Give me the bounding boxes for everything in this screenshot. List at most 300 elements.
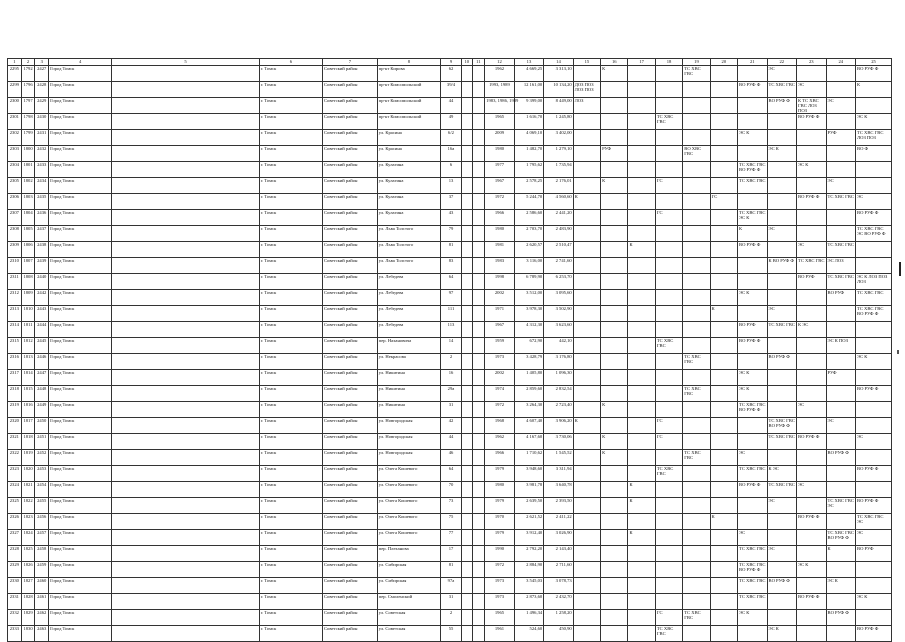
table-cell: [601, 482, 628, 498]
table-cell: 3 545,03: [514, 578, 544, 594]
table-cell: [797, 466, 827, 482]
table-cell: ВО РУФ Ф: [738, 482, 768, 498]
table-cell: [856, 258, 892, 274]
table-cell: [573, 594, 600, 610]
table-cell: Советский район: [322, 386, 377, 402]
header-cell: 9: [440, 59, 461, 66]
table-cell: ЭС К: [738, 386, 768, 402]
table-cell: [573, 274, 600, 290]
table-cell: 2 723,40: [544, 402, 574, 418]
table-cell: [628, 82, 655, 98]
header-cell: 24: [826, 59, 856, 66]
table-cell: [655, 274, 682, 290]
table-cell: ЭС: [797, 242, 827, 258]
table-cell: [112, 162, 260, 178]
table-cell: [601, 594, 628, 610]
table-cell: ТС ХВС ГВС: [826, 274, 856, 290]
table-cell: [856, 370, 892, 386]
table-cell: Советский район: [322, 274, 377, 290]
table-cell: [472, 82, 485, 98]
table-cell: ЭС: [797, 482, 827, 498]
table-cell: [738, 114, 768, 130]
header-cell: 3: [35, 59, 49, 66]
table-cell: [767, 370, 797, 386]
table-cell: 2 620,57: [514, 242, 544, 258]
table-cell: [573, 498, 600, 514]
table-cell: [573, 338, 600, 354]
table-cell: [472, 194, 485, 210]
table-cell: 3 402,00: [544, 130, 574, 146]
table-cell: г. Томск: [259, 386, 322, 402]
table-cell: ул. Никитина: [377, 402, 440, 418]
table-cell: [767, 386, 797, 402]
table-cell: [462, 66, 473, 82]
table-cell: [112, 98, 260, 114]
table-cell: 1797: [21, 98, 35, 114]
table-cell: ул. Некрасова: [377, 354, 440, 370]
table-cell: ТС ХВС ГВС ЭС: [826, 498, 856, 514]
table-cell: Советский район: [322, 210, 377, 226]
table-cell: [767, 594, 797, 610]
table-cell: [628, 66, 655, 82]
table-cell: 37: [440, 194, 461, 210]
table-cell: 4 607,40: [514, 418, 544, 434]
table-cell: Город Томск: [49, 210, 112, 226]
table-cell: 81: [440, 242, 461, 258]
table-cell: [601, 226, 628, 242]
table-cell: ул. Советская: [377, 610, 440, 626]
table-cell: 2009: [485, 130, 515, 146]
table-cell: [738, 98, 768, 114]
table-cell: [738, 514, 768, 530]
table-cell: 2318: [8, 386, 22, 402]
table-cell: ул. Сибирская: [377, 578, 440, 594]
table-cell: ВО РУФ Ф: [738, 338, 768, 354]
table-cell: [738, 306, 768, 322]
table-cell: 2299: [8, 82, 22, 98]
table-cell: ул. Сибирская: [377, 562, 440, 578]
table-cell: ВО РУФ Ф: [856, 466, 892, 482]
table-cell: К ТС ХВС ГВС ЛОЗ ПОЗ: [797, 98, 827, 114]
table-cell: 1962: [485, 434, 515, 450]
table-cell: К: [573, 418, 600, 434]
table-cell: 2 578,25: [514, 178, 544, 194]
table-cell: [112, 66, 260, 82]
table-cell: ТС ХВС ГВС ЭС: [856, 514, 892, 530]
table-cell: [767, 610, 797, 626]
table-cell: 2295: [8, 66, 22, 82]
table-cell: 1967: [485, 178, 515, 194]
table-cell: 3 116,00: [514, 258, 544, 274]
table-cell: [573, 402, 600, 418]
table-cell: К: [601, 66, 628, 82]
table-cell: [573, 130, 600, 146]
table-cell: 442,10: [544, 338, 574, 354]
table-cell: [628, 466, 655, 482]
table-cell: [472, 370, 485, 386]
table-cell: ЭС К: [856, 114, 892, 130]
table-cell: г. Томск: [259, 66, 322, 82]
table-cell: 1967: [485, 322, 515, 338]
table-cell: Город Томск: [49, 514, 112, 530]
table-cell: 113: [440, 322, 461, 338]
table-cell: 2302: [8, 130, 22, 146]
table-cell: 75: [440, 514, 461, 530]
table-cell: ВО РУФ Ф: [738, 82, 768, 98]
table-cell: [655, 98, 682, 114]
table-cell: [472, 178, 485, 194]
table-cell: [710, 498, 737, 514]
table-cell: 1801: [21, 162, 35, 178]
table-cell: [797, 530, 827, 546]
table-cell: Советский район: [322, 146, 377, 162]
table-cell: ул. Новгородская: [377, 418, 440, 434]
table-cell: [462, 546, 473, 562]
table-cell: [112, 210, 260, 226]
table-cell: 1802: [21, 178, 35, 194]
table-cell: 1973: [485, 578, 515, 594]
table-cell: [112, 386, 260, 402]
table-cell: 2431: [35, 130, 49, 146]
table-cell: 2306: [8, 194, 22, 210]
table-cell: [462, 130, 473, 146]
table-row: [8, 450, 892, 466]
table-cell: пр-кт Комсомольский: [377, 98, 440, 114]
table-cell: [628, 226, 655, 242]
table-cell: [472, 546, 485, 562]
table-cell: ВО РУФ: [738, 322, 768, 338]
header-cell: 1: [8, 59, 22, 66]
table-cell: 3 095,60: [544, 290, 574, 306]
table-cell: [710, 210, 737, 226]
table-cell: [683, 130, 710, 146]
table-cell: ул. Льва Толстого: [377, 242, 440, 258]
table-cell: [112, 322, 260, 338]
table-cell: [601, 162, 628, 178]
table-cell: [738, 274, 768, 290]
table-cell: ТС ХВС ГВС: [738, 594, 768, 610]
table-cell: 6/2: [440, 130, 461, 146]
table-cell: 2 711,60: [544, 562, 574, 578]
table-cell: 2: [440, 610, 461, 626]
table-cell: [797, 370, 827, 386]
table-cell: [738, 258, 768, 274]
table-cell: [628, 450, 655, 466]
table-cell: ул. Красина: [377, 146, 440, 162]
table-cell: 6 253,70: [544, 274, 574, 290]
table-cell: 2 510,47: [544, 242, 574, 258]
table-cell: ул. Никитина: [377, 370, 440, 386]
table-cell: [628, 290, 655, 306]
table-cell: ДОЗ ПОЗ ЛОЗ ПОЗ: [573, 82, 600, 98]
table-cell: 1 496,34: [514, 610, 544, 626]
table-cell: [683, 274, 710, 290]
table-cell: [462, 562, 473, 578]
table-cell: [655, 562, 682, 578]
table-cell: [710, 450, 737, 466]
table-cell: [710, 290, 737, 306]
table-cell: [826, 162, 856, 178]
table-cell: г. Томск: [259, 82, 322, 98]
table-cell: Советский район: [322, 130, 377, 146]
table-cell: 1822: [21, 498, 35, 514]
table-cell: 3 981,78: [514, 482, 544, 498]
table-cell: 13: [440, 178, 461, 194]
margin-mark: [899, 262, 901, 276]
table-cell: [472, 594, 485, 610]
table-cell: [573, 482, 600, 498]
table-cell: ТС ХВС ГВС ЭС К: [738, 210, 768, 226]
table-cell: 77: [440, 530, 461, 546]
table-cell: [655, 514, 682, 530]
table-cell: [655, 578, 682, 594]
table-row: [8, 66, 892, 82]
table-cell: 1810: [21, 306, 35, 322]
table-cell: Город Томск: [49, 258, 112, 274]
table-cell: Советский район: [322, 178, 377, 194]
table-cell: 2 859,60: [514, 386, 544, 402]
table-cell: [683, 514, 710, 530]
table-cell: 1814: [21, 370, 35, 386]
table-cell: [683, 114, 710, 130]
table-cell: ЭС: [767, 66, 797, 82]
table-cell: г. Томск: [259, 354, 322, 370]
table-cell: г. Томск: [259, 226, 322, 242]
table-row: [8, 226, 892, 242]
header-cell: 6: [259, 59, 322, 66]
table-cell: 3 906,20: [544, 418, 574, 434]
table-cell: 2437: [35, 226, 49, 242]
table-cell: К ЭС: [797, 322, 827, 338]
table-cell: 6: [440, 162, 461, 178]
table-cell: 2002: [485, 290, 515, 306]
table-cell: 1808: [21, 274, 35, 290]
table-cell: [856, 162, 892, 178]
table-cell: Город Томск: [49, 82, 112, 98]
table-cell: Город Томск: [49, 146, 112, 162]
table-cell: 1829: [21, 610, 35, 626]
table-cell: ГС: [655, 434, 682, 450]
table-cell: 1998: [485, 274, 515, 290]
table-cell: ЭС: [826, 98, 856, 114]
table-cell: 2304: [8, 162, 22, 178]
table-cell: [472, 210, 485, 226]
table-cell: [738, 498, 768, 514]
table-cell: [112, 450, 260, 466]
table-cell: 2314: [8, 322, 22, 338]
table-cell: [601, 194, 628, 210]
table-cell: Советский район: [322, 578, 377, 594]
table-cell: 2446: [35, 354, 49, 370]
table-cell: [628, 194, 655, 210]
table-cell: 1983, 1986, 1989: [485, 98, 515, 114]
table-cell: г. Томск: [259, 210, 322, 226]
table-cell: ЭС: [738, 450, 768, 466]
table-cell: [573, 450, 600, 466]
table-cell: 3 512,00: [514, 290, 544, 306]
table-cell: [797, 450, 827, 466]
table-cell: 2 176,01: [544, 178, 574, 194]
table-cell: 111: [440, 306, 461, 322]
table-cell: [683, 546, 710, 562]
table-cell: [767, 338, 797, 354]
table-cell: [628, 434, 655, 450]
table-cell: [573, 178, 600, 194]
table-cell: ЭС К: [738, 290, 768, 306]
table-cell: ЭС: [797, 402, 827, 418]
table-cell: Советский район: [322, 290, 377, 306]
table-cell: [655, 162, 682, 178]
table-cell: [472, 130, 485, 146]
table-cell: 2454: [35, 482, 49, 498]
table-cell: 2449: [35, 402, 49, 418]
table-cell: 1800: [21, 146, 35, 162]
table-cell: [628, 338, 655, 354]
table-cell: [472, 274, 485, 290]
table-cell: [601, 546, 628, 562]
table-cell: 14: [440, 338, 461, 354]
table-cell: 2461: [35, 594, 49, 610]
table-cell: г. Томск: [259, 562, 322, 578]
table-cell: г. Томск: [259, 114, 322, 130]
table-cell: РУФ: [826, 370, 856, 386]
table-cell: ТС ХВС ГВС: [767, 322, 797, 338]
table-cell: 2429: [35, 98, 49, 114]
table-cell: [472, 290, 485, 306]
table-cell: 1980: [485, 482, 515, 498]
table-cell: г. Томск: [259, 514, 322, 530]
table-cell: [826, 386, 856, 402]
table-cell: 2 586,60: [514, 210, 544, 226]
table-cell: [573, 322, 600, 338]
table-cell: г. Томск: [259, 194, 322, 210]
table-cell: 1799: [21, 130, 35, 146]
table-cell: [601, 418, 628, 434]
table-cell: 4 312,30: [514, 322, 544, 338]
table-cell: [472, 498, 485, 514]
table-cell: [472, 402, 485, 418]
table-cell: [710, 354, 737, 370]
table-cell: [797, 418, 827, 434]
table-cell: 4 069,10: [514, 130, 544, 146]
table-row: [8, 482, 892, 498]
table-cell: ул. Олега Кошевого: [377, 530, 440, 546]
table-cell: [462, 434, 473, 450]
table-cell: Город Томск: [49, 338, 112, 354]
table-cell: 1817: [21, 418, 35, 434]
table-cell: [573, 386, 600, 402]
table-cell: [472, 434, 485, 450]
table-cell: 1 482,70: [514, 146, 544, 162]
table-cell: [710, 66, 737, 82]
table-cell: ул. Олега Кошевого: [377, 498, 440, 514]
table-cell: [112, 546, 260, 562]
table-cell: [462, 306, 473, 322]
table-cell: [573, 114, 600, 130]
table-cell: [655, 386, 682, 402]
register-sheet: [7, 58, 892, 642]
table-cell: [472, 322, 485, 338]
table-cell: 46: [440, 450, 461, 466]
table-cell: [710, 258, 737, 274]
table-cell: [472, 66, 485, 82]
table-cell: ЭС: [767, 306, 797, 322]
table-cell: [797, 290, 827, 306]
table-cell: [601, 610, 628, 626]
table-cell: г. Томск: [259, 162, 322, 178]
header-cell: 10: [462, 59, 473, 66]
table-cell: ЭС К: [767, 146, 797, 162]
table-cell: ГС: [655, 178, 682, 194]
table-cell: 44: [440, 98, 461, 114]
table-cell: 12 161,00: [514, 82, 544, 98]
table-cell: 2327: [8, 530, 22, 546]
table-cell: [710, 226, 737, 242]
table-cell: [710, 338, 737, 354]
table-cell: 2442: [35, 290, 49, 306]
table-cell: Советский район: [322, 434, 377, 450]
table-cell: [767, 114, 797, 130]
table-cell: [472, 578, 485, 594]
table-cell: [573, 306, 600, 322]
table-cell: [462, 98, 473, 114]
table-cell: [573, 626, 600, 642]
table-cell: [826, 354, 856, 370]
header-cell: 16: [601, 59, 628, 66]
table-cell: [601, 82, 628, 98]
table-cell: ул. Лебедева: [377, 322, 440, 338]
table-cell: Город Томск: [49, 274, 112, 290]
table-cell: [655, 530, 682, 546]
table-cell: [601, 130, 628, 146]
table-cell: [683, 178, 710, 194]
table-cell: [462, 274, 473, 290]
table-cell: [710, 530, 737, 546]
table-cell: ул. Лебедева: [377, 306, 440, 322]
table-cell: 2443: [35, 306, 49, 322]
table-cell: [628, 578, 655, 594]
table-cell: [601, 274, 628, 290]
table-cell: [573, 466, 600, 482]
table-cell: [462, 82, 473, 98]
table-cell: Город Томск: [49, 194, 112, 210]
table-row: [8, 498, 892, 514]
table-cell: 2 143,40: [544, 546, 574, 562]
table-cell: [472, 114, 485, 130]
table-cell: [601, 258, 628, 274]
table-cell: ВО РУФ: [826, 290, 856, 306]
table-cell: 1 279,10: [544, 146, 574, 162]
table-cell: Город Томск: [49, 290, 112, 306]
table-cell: 2456: [35, 514, 49, 530]
table-cell: Город Томск: [49, 434, 112, 450]
table-cell: ТС ХВС ГВС: [738, 466, 768, 482]
table-cell: [655, 242, 682, 258]
table-cell: 3 311,94: [544, 466, 574, 482]
table-cell: 3 078,73: [544, 578, 574, 594]
table-cell: [683, 258, 710, 274]
table-cell: г. Томск: [259, 98, 322, 114]
table-cell: [472, 338, 485, 354]
table-cell: [472, 530, 485, 546]
table-cell: ЭС К ЛОЗ ПОЗ ЛОЗ: [856, 274, 892, 290]
table-cell: [710, 482, 737, 498]
table-cell: ГС: [655, 210, 682, 226]
table-cell: [738, 434, 768, 450]
table-cell: 1 245,80: [544, 114, 574, 130]
table-row: [8, 274, 892, 290]
table-row: [8, 338, 892, 354]
